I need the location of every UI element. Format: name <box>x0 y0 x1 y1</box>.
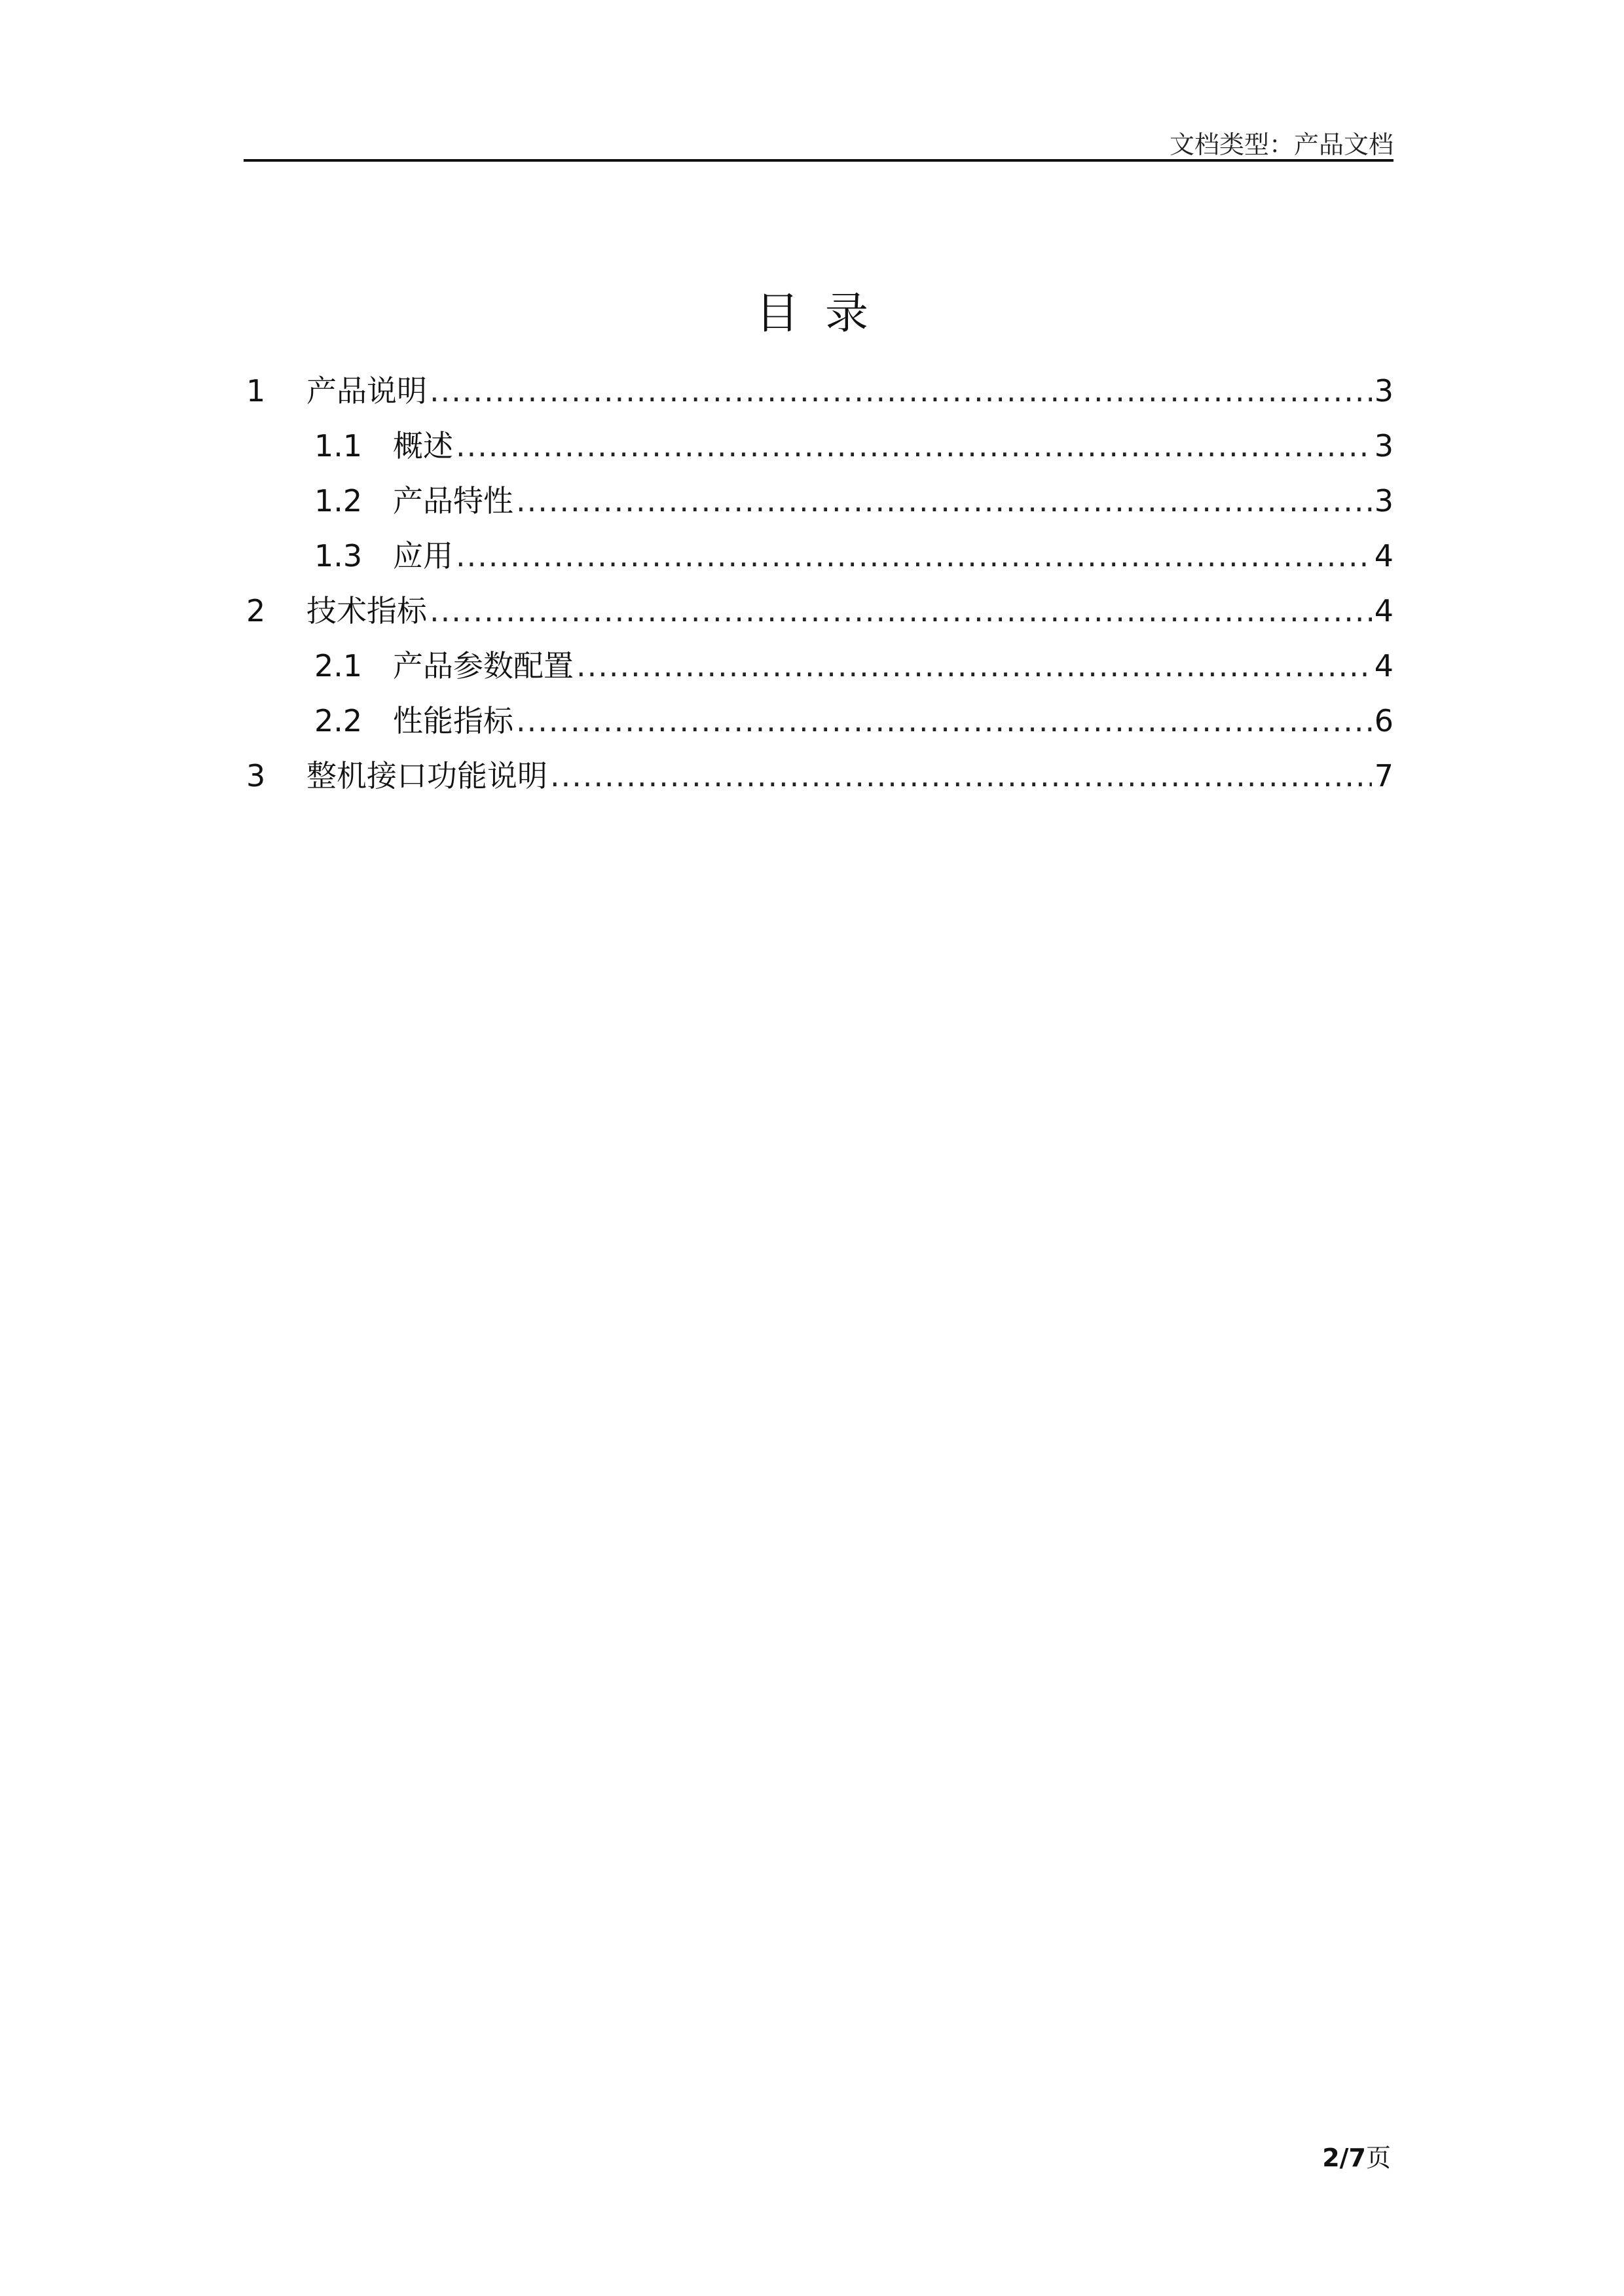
page-number-suffix: 页 <box>1365 2143 1391 2172</box>
toc-entry-number: 1.2 <box>314 483 363 519</box>
page-header-doc-type: 文档类型：产品文档 <box>1169 130 1393 159</box>
toc-dot-leader <box>516 693 1372 748</box>
toc-entry-page: 4 <box>1374 538 1393 574</box>
toc-entry-label: 产品参数配置 <box>393 648 574 683</box>
toc-entry-label: 应用 <box>393 538 453 574</box>
toc-entry-2-2[interactable] <box>246 693 1393 748</box>
toc-entry-number: 1 <box>246 373 266 409</box>
table-of-contents <box>246 363 1393 803</box>
page-number: 2/7 <box>1322 2143 1366 2172</box>
toc-entry-label: 技术指标 <box>306 593 427 629</box>
toc-dot-leader <box>550 748 1372 803</box>
toc-dot-leader <box>456 418 1372 473</box>
toc-entry-2[interactable] <box>246 583 1393 638</box>
toc-entry-1-2[interactable] <box>246 473 1393 528</box>
toc-entry-1-1[interactable] <box>246 418 1393 473</box>
toc-entry-page: 3 <box>1374 428 1393 464</box>
toc-entry-number: 1.1 <box>314 428 363 464</box>
toc-dot-leader <box>576 638 1372 693</box>
toc-entry-label: 产品特性 <box>393 483 513 519</box>
toc-entry-page: 6 <box>1374 703 1393 738</box>
toc-title: 目录 <box>756 288 895 338</box>
toc-dot-leader <box>456 528 1372 583</box>
toc-dot-leader <box>516 473 1372 528</box>
toc-entry-number: 3 <box>246 758 266 793</box>
toc-entry-number: 2.2 <box>314 703 363 738</box>
toc-entry-label: 整机接口功能说明 <box>306 758 547 793</box>
page-footer <box>1322 2138 1391 2174</box>
toc-entry-page: 4 <box>1374 648 1393 683</box>
toc-entry-1[interactable] <box>246 363 1393 418</box>
toc-entry-1-3[interactable] <box>246 528 1393 583</box>
toc-entry-2-1[interactable] <box>246 638 1393 693</box>
toc-entry-page: 3 <box>1374 483 1393 519</box>
toc-entry-page: 7 <box>1374 758 1393 793</box>
toc-entry-page: 3 <box>1374 373 1393 409</box>
header-divider <box>244 159 1393 162</box>
toc-entry-3[interactable] <box>246 748 1393 803</box>
toc-entry-label: 产品说明 <box>306 373 427 409</box>
toc-dot-leader <box>430 583 1372 638</box>
toc-entry-number: 2 <box>246 593 266 629</box>
toc-dot-leader <box>430 363 1372 418</box>
toc-entry-label: 性能指标 <box>393 703 513 738</box>
toc-entry-number: 1.3 <box>314 538 363 574</box>
toc-entry-page: 4 <box>1374 593 1393 629</box>
toc-entry-number: 2.1 <box>314 648 363 683</box>
toc-entry-label: 概述 <box>393 428 453 464</box>
